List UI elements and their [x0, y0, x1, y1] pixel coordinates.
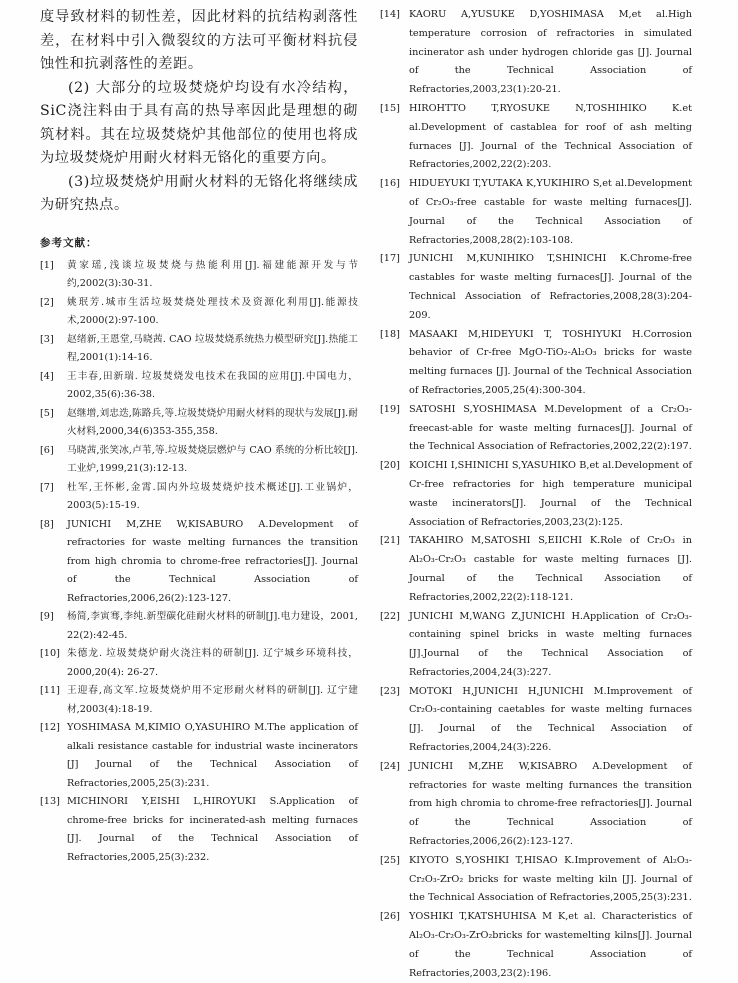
reference-number: [26] [380, 911, 400, 923]
reference-item [40, 608, 358, 645]
reference-number: [24] [380, 760, 400, 772]
reference-text: MOTOKI H,JUNICHI H,JUNICHI M.Improvement of Cr₂O₃-containing caetables for waste melting furnaces [J]. Journal of the Technical Association of Refractories,2004,24(3):226. [409, 685, 692, 754]
reference-text: MICHINORI Y,EISHI L,HIROYUKI S.Application of chrome-free bricks for incinerated-ash melting furnaces [J]. Journal of the Technical Association of Refractories,2005,25(3):232. [67, 796, 358, 863]
reference-number: [19] [380, 403, 400, 415]
reference-item [40, 294, 358, 331]
reference-item [380, 100, 692, 175]
reference-item [380, 6, 692, 100]
reference-text: JUNICHI M,ZHE W,KISABURO A.Development of refractories for waste melting furnances the transition from high chromia to chrome-free refractories[J]. Journal of the Technical Association of Refractories,2006,26(2):123-127. [67, 518, 358, 604]
reference-text: HIDUEYUKI T,YUTAKA K,YUKIHIRO S,et al.Development of Cr₂O₃-free castable for waste melting furnaces[J]. Journal of the Technical Association of Refractories,2008,28(2):103-108. [409, 178, 692, 246]
reference-item [40, 442, 358, 479]
reference-text: YOSHIMASA M,KIMIO O,YASUHIRO M.The application of alkali resistance castable for industrial waste incinerators [J] Journal of the Technical Association of Refractories,2005,25(3):231. [67, 722, 358, 789]
reference-number: [16] [380, 178, 400, 190]
reference-item [380, 250, 692, 325]
reference-item [40, 645, 358, 682]
reference-item [380, 401, 692, 457]
reference-number: [5] [40, 407, 54, 419]
reference-text: 赵绪新,王恩堂,马晓茜. CAO 垃圾焚烧系统热力模型研究[J].热能工程,2001(1):14-16. [67, 333, 358, 363]
reference-item [380, 326, 692, 401]
reference-number: [25] [380, 854, 400, 866]
reference-number: [7] [40, 481, 54, 493]
reference-number: [18] [380, 328, 400, 340]
reference-text: 杜军,王怀彬,金霄.国内外垃圾焚烧炉技术概述[J].工业锅炉，2003(5):15-19. [67, 481, 358, 511]
reference-number: [13] [40, 796, 60, 807]
body-paragraph: 度导致材料的韧性差，因此材料的抗结构剥落性差，在材料中引入微裂纹的方法可平衡材料抗侵蚀性和抗剥落性的差距。 [40, 9, 358, 72]
reference-item [40, 793, 358, 867]
reference-number: [2] [40, 296, 54, 308]
reference-item [380, 852, 692, 908]
reference-text: YOSHIKI T,KATSHUHISA M K,et al. Characteristics of Al₂O₃-Cr₂O₃-ZrO₂bricks for wastemelting kilns[J]. Journal of the Technical Association of Refractories,2003,23(2):196. [409, 911, 692, 979]
reference-number: [8] [40, 518, 54, 530]
reference-number: [20] [380, 460, 400, 472]
body-paragraph: (3)垃圾焚烧炉用耐火材料的无铬化将继续成为研究热点。 [40, 173, 358, 213]
reference-text: SATOSHI S,YOSHIMASA M.Development of a Cr₂O₃-freecast-able for waste melting furnaces[J]. Journal of the Technical Association of Refractories,2002,22(2):197. [409, 403, 692, 453]
reference-text: HIROHTTO T,RYOSUKE N,TOSHIHIKO K.et al.Development of castablea for roof of ash melting furnaces [J]. Journal of the Technical Association of Refractories,2002,22(2):203. [409, 102, 692, 171]
reference-number: [22] [380, 610, 400, 622]
reference-text: JUNICHI M,WANG Z,JUNICHI H.Application of Cr₂O₃-containing spinel bricks in waste melting furnaces [J].Journal of the Technical Association of Refractories,2004,24(3):227. [409, 610, 692, 678]
reference-text: 杨简,李寅骞,李纯.新型碳化硅耐火材料的研制[J].电力建设，2001, 22(2):42-45. [67, 611, 358, 641]
reference-number: [15] [380, 102, 400, 114]
reference-text: MASAAKI M,HIDEYUKI T, TOSHIYUKI H.Corrosion behavior of Cr-free MgO-TiO₂-Al₂O₃ bricks for waste melting furnaces [J]. Journal of the Technical Association of Refractories,2005,25(4):300-304. [409, 328, 692, 396]
left-column [40, 6, 358, 867]
reference-item [380, 457, 692, 532]
references-heading: 参考文献： [40, 236, 98, 249]
reference-text: 王丰春,田新瑞. 垃圾焚烧发电技术在我国的应用[J].中国电力，2002,35(6):36-38. [67, 370, 358, 400]
reference-number: [3] [40, 333, 54, 345]
right-column [380, 6, 692, 983]
reference-item [40, 257, 358, 294]
reference-item [40, 719, 358, 793]
reference-item [380, 758, 692, 852]
reference-item [380, 532, 692, 607]
reference-text: KAORU A,YUSUKE D,YOSHIMASA M,et al.High temperature corrosion of refractories in simulated incinerator ash under hydrogen chloride gas [J]. Journal of the Technical Association of Refractories,2003,23(1):20-21. [409, 9, 692, 96]
reference-item [40, 682, 358, 719]
reference-text: KOICHI I,SHINICHI S,YASUHIKO B,et al.Development of Cr-free refractories for high temperature municipal waste incinerators[J]. Journal of the Technical Association of Refractories,2003,23(2):125. [409, 460, 692, 528]
reference-item [380, 683, 692, 758]
reference-number: [9] [40, 611, 54, 622]
reference-text: TAKAHIRO M,SATOSHI S,EIICHI K.Role of Cr₂O₃ in Al₂O₃-Cr₂O₃ castable for waste melting furnaces [J]. Journal of the Technical Association of Refractories,2002,22(2):118-121. [409, 535, 692, 603]
reference-text: 马晓茜,张笑冰,卢苇,等.垃圾焚烧层燃炉与 CAO 系统的分析比较[J].工业炉,1999,21(3):12-13. [67, 444, 358, 474]
reference-number: [4] [40, 370, 54, 382]
reference-text: JUNICHI M,ZHE W,KISABRO A.Development of refractories for waste melting furnances the transition from high chromia to chrome-free refractories[J]. Journal of the Technical Association of Refractories,2006,26(2):123-127. [409, 760, 692, 848]
reference-number: [17] [380, 253, 400, 265]
reference-item [40, 331, 358, 368]
reference-text: 王迎春,高文军.垃圾焚烧炉用不定形耐火材料的研制[J]. 辽宁建材,2003(4):18-19. [67, 685, 358, 715]
reference-item [380, 608, 692, 683]
reference-list-right [380, 6, 692, 983]
reference-text: JUNICHI M,KUNIHIKO T,SHINICHI K.Chrome-free castables for waste melting furnaces[J]. Journal of the Technical Association of Refractories,2008,28(3):204-209. [409, 253, 692, 321]
reference-item [40, 405, 358, 442]
reference-number: [10] [40, 648, 60, 659]
reference-item [380, 175, 692, 250]
reference-text: KIYOTO S,YOSHIKI T,HISAO K.Improvement of Al₂O₃-Cr₂O₃-ZrO₂ bricks for waste melting kiln [J]. Journal of the Technical Association of Refractories,2005,25(3):231. [409, 854, 692, 904]
reference-item [380, 908, 692, 983]
reference-number: [1] [40, 259, 54, 271]
reference-text: 姚珉芳.城市生活垃圾焚烧处理技术及资源化利用[J].能源技术,2000(2):97-100. [67, 296, 358, 326]
reference-list-left [40, 257, 358, 868]
reference-item [40, 516, 358, 609]
reference-item [40, 479, 358, 516]
reference-number: [6] [40, 444, 54, 456]
reference-text: 赵继增,刘忠迭,陈路兵,等.垃圾焚烧炉用耐火材料的现状与发展[J].耐火材料,2000,34(6)353-355,358. [67, 407, 358, 437]
body-paragraph: (2) 大部分的垃圾焚烧炉均设有水冷结构，SiC浇注料由于具有高的热导率因此是理想的砌筑材料。其在垃圾焚烧炉其他部位的使用也将成为垃圾焚烧炉用耐火材料无铬化的重要方向。 [40, 79, 358, 166]
body-text [40, 6, 358, 218]
reference-item [40, 368, 358, 405]
reference-number: [11] [40, 685, 60, 696]
reference-text: 黄家瑶,浅谈垃圾焚烧与热能利用[J].福建能源开发与节约,2002(3):30-31. [67, 259, 358, 289]
reference-number: [23] [380, 685, 400, 697]
reference-number: [21] [380, 535, 400, 547]
reference-number: [14] [380, 9, 400, 20]
reference-text: 朱德龙. 垃圾焚烧炉耐火浇注料的研制[J]. 辽宁城乡环境科技，2000,20(4): 26-27. [67, 648, 358, 678]
reference-number: [12] [40, 722, 60, 733]
